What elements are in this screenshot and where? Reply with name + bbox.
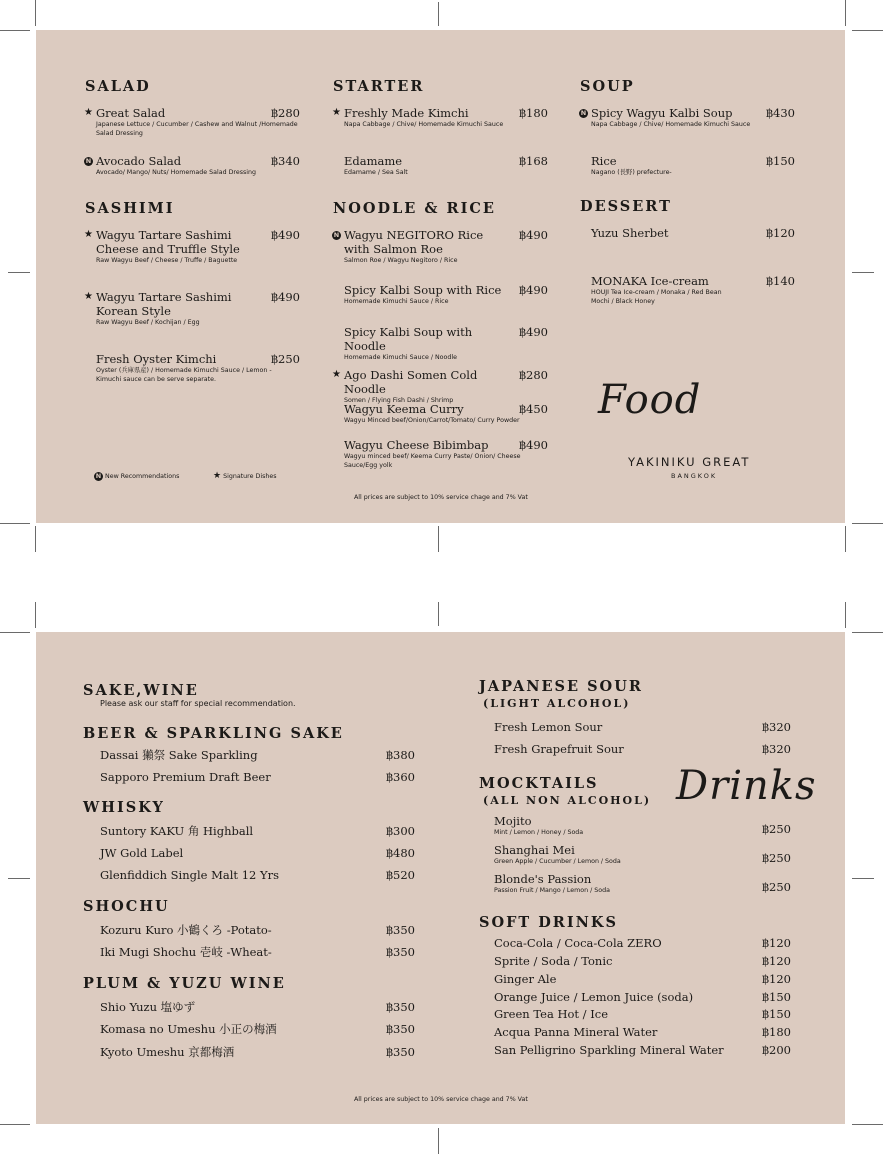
drink-row: Acqua Panna Mineral Water ฿180 [494, 1025, 791, 1039]
drink-row: San Pelligrino Sparkling Mineral Water ฿200 [494, 1043, 791, 1057]
section-title-noodle-rice: NOODLE & RICE [333, 200, 496, 217]
section-title-salad: SALAD [85, 78, 151, 95]
star-icon: ★ [332, 369, 341, 380]
section-title-whisky: WHISKY [83, 799, 165, 816]
menu-item: ★ Ago Dashi Somen Cold Noodle ฿280 Somen / Flying Fish Dashi / Shrimp [332, 368, 548, 404]
section-title-soup: SOUP [580, 78, 635, 95]
drink-row: Suntory KAKU 角 Highball ฿300 [100, 824, 415, 838]
section-title-japanese-sour: JAPANESE SOUR [479, 678, 643, 695]
circle-n-icon: N [333, 231, 340, 239]
food-column-2 [332, 78, 548, 469]
star-icon: ★ [213, 471, 222, 481]
drinks-menu-panel [36, 632, 845, 1124]
script-title-food: Food [598, 377, 702, 423]
circle-n-icon: N [85, 157, 92, 165]
menu-item: Wagyu Cheese Bibimbap ฿490 Wagyu minced beef/ Keema Curry Paste/ Onion/ Cheese Sauce/Egg yolk [344, 438, 548, 469]
legend-new: N New Recommendations [95, 472, 180, 480]
food-column-3 [580, 78, 795, 305]
drink-row: Mojito ฿250 Mint / Lemon / Honey / Soda [494, 814, 791, 836]
menu-item: ★ Wagyu Tartare Sashimi Cheese and Truffle Style ฿490 Raw Wagyu Beef / Cheese / Truffe / Baguette [84, 228, 300, 264]
drink-row: Green Tea Hot / Ice ฿150 [494, 1007, 791, 1021]
section-title-mocktails: MOCKTAILS [479, 775, 599, 792]
section-title-sake-wine: SAKE,WINE [83, 682, 199, 699]
star-icon: ★ [84, 229, 93, 240]
menu-item: N Spicy Wagyu Kalbi Soup ฿430 Napa Cabbage / Chive/ Homemade Kimuchi Sauce [580, 106, 795, 128]
price-note: All prices are subject to 10% service chage and 7% Vat [354, 1096, 528, 1103]
section-title-beer: BEER & SPARKLING SAKE [83, 725, 344, 742]
script-title-drinks: Drinks [676, 763, 817, 809]
menu-item: Edamame ฿168 Edamame / Sea Salt [344, 154, 548, 176]
menu-item: MONAKA Ice-cream ฿140 HOUJI Tea Ice-cream / Monaka / Red Bean Mochi / Black Honey [591, 274, 795, 305]
section-title-sashimi: SASHIMI [85, 200, 175, 217]
circle-n-icon: N [95, 472, 102, 480]
star-icon: ★ [84, 291, 93, 302]
brand-name: YAKINIKU GREAT [628, 455, 751, 469]
menu-item: Fresh Oyster Kimchi ฿250 Oyster (兵庫県産) / Homemade Kimuchi Sauce / Lemon - Kimuchi sauce can be serve separate. [96, 352, 300, 383]
menu-item: ★ Wagyu Tartare Sashimi Korean Style ฿490 Raw Wagyu Beef / Kochijan / Egg [84, 290, 300, 326]
price-note: All prices are subject to 10% service chage and 7% Vat [354, 494, 528, 501]
menu-item: Spicy Kalbi Soup with Rice ฿490 Homemade Kimuchi Sauce / Rice [344, 283, 548, 305]
section-title-starter: STARTER [333, 78, 425, 95]
menu-item: ★ Great Salad ฿280 Japanese Lettuce / Cucumber / Cashew and Walnut /Homemade Salad Dressing [84, 106, 300, 137]
drink-row: Komasa no Umeshu 小正の梅酒 ฿350 [100, 1022, 415, 1036]
drink-row: JW Gold Label ฿480 [100, 846, 415, 860]
star-icon: ★ [332, 107, 341, 118]
drink-row: Coca-Cola / Coca-Cola ZERO ฿120 [494, 936, 791, 950]
section-title-shochu: SHOCHU [83, 898, 170, 915]
drink-row: Glenfiddich Single Malt 12 Yrs ฿520 [100, 868, 415, 882]
menu-item: N Avocado Salad ฿340 Avocado/ Mango/ Nuts/ Homemade Salad Dressing [85, 154, 300, 176]
menu-item: Wagyu Keema Curry ฿450 Wagyu Minced beef/Onion/Carrot/Tomato/ Curry Powder [344, 402, 548, 424]
circle-n-icon: N [580, 109, 587, 117]
food-column-1 [84, 78, 300, 383]
drink-row: Shio Yuzu 塩ゆず ฿350 [100, 1000, 415, 1014]
drink-row: Orange Juice / Lemon Juice (soda) ฿150 [494, 990, 791, 1004]
drink-row: Kozuru Kuro 小鶴くろ -Potato- ฿350 [100, 923, 415, 937]
drink-row: Sapporo Premium Draft Beer ฿360 [100, 770, 415, 784]
drink-row: Blonde's Passion ฿250 Passion Fruit / Mango / Lemon / Soda [494, 872, 791, 894]
drink-row: Fresh Lemon Sour ฿320 [494, 720, 791, 734]
menu-item: Spicy Kalbi Soup with Noodle ฿490 Homemade Kimuchi Sauce / Noodle [344, 325, 548, 361]
drink-row: Sprite / Soda / Tonic ฿120 [494, 954, 791, 968]
drink-row: Dassai 獺祭 Sake Sparkling ฿380 [100, 748, 415, 762]
sake-note: Please ask our staff for special recommendation. [100, 699, 296, 708]
drink-row: Shanghai Mei ฿250 Green Apple / Cucumber / Lemon / Soda [494, 843, 791, 865]
mocktails-subtitle: (ALL NON ALCOHOL) [483, 794, 652, 807]
japanese-sour-subtitle: (LIGHT ALCOHOL) [483, 697, 631, 710]
food-menu-panel [36, 30, 845, 523]
section-title-soft-drinks: SOFT DRINKS [479, 914, 618, 931]
section-title-plum-yuzu: PLUM & YUZU WINE [83, 975, 286, 992]
menu-item: Yuzu Sherbet ฿120 [591, 226, 795, 240]
drink-row: Fresh Grapefruit Sour ฿320 [494, 742, 791, 756]
legend-signature: ★ Signature Dishes [213, 471, 277, 481]
brand-location: BANGKOK [671, 472, 718, 480]
menu-item: ★ Freshly Made Kimchi ฿180 Napa Cabbage / Chive/ Homemade Kimuchi Sauce [332, 106, 548, 128]
menu-item: Rice ฿150 Nagano (長野) prefecture- [591, 154, 795, 176]
menu-item: N Wagyu NEGITORO Rice with Salmon Roe ฿490 Salmon Roe / Wagyu Negitoro / Rice [333, 228, 548, 264]
drink-row: Kyoto Umeshu 京都梅酒 ฿350 [100, 1045, 415, 1059]
drink-row: Ginger Ale ฿120 [494, 972, 791, 986]
section-title-dessert: DESSERT [580, 198, 672, 215]
star-icon: ★ [84, 107, 93, 118]
drink-row: Iki Mugi Shochu 壱岐 -Wheat- ฿350 [100, 945, 415, 959]
